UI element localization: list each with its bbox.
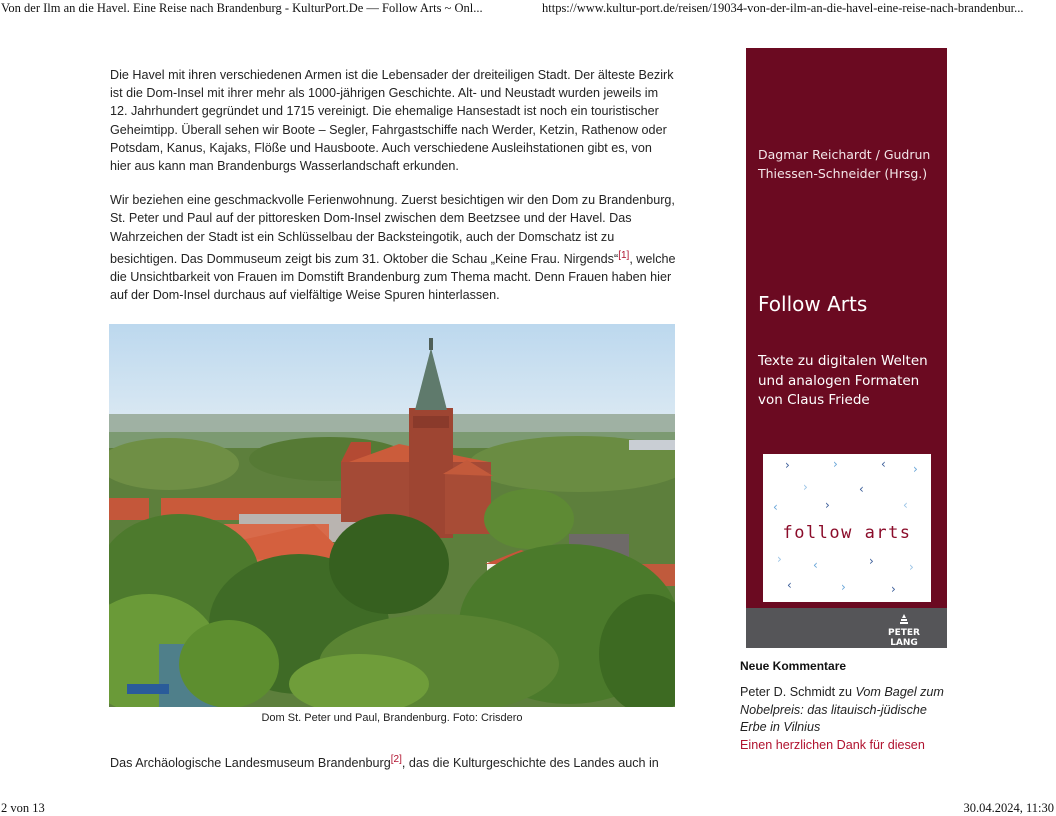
paragraph-text: Wir beziehen eine geschmackvolle Ferienwohnung. Zuerst besichtigen wir den Dom zu Brandenburg, St. Peter und Paul auf der pittoresken Dom-Insel zwischen dem Beetzsee und der Havel. Das Wahrzeichen der Stadt ist ein Schlüsselbau der Backsteingotik, auch der Domschatz ist zu besichtigen. Das Dommuseum zeigt bis zum 31. Oktober die Schau „Keine Frau. Nirgends“: [110, 193, 675, 267]
print-header: [0, 0, 1056, 16]
article-body: [110, 66, 676, 321]
paragraph-text: Das Archäologische Landesmuseum Brandenburg: [110, 756, 391, 771]
comments-heading: Neue Kommentare: [740, 659, 847, 673]
cover-title: follow arts: [782, 523, 912, 543]
comment-article-link[interactable]: Vom Bagel zum Nobelpreis: das litauisch-jüdische Erbe in Vilnius: [740, 685, 944, 735]
article-paragraph: [110, 191, 676, 304]
print-datetime: 30.04.2024, 11:30: [963, 801, 1054, 815]
recent-comments: [740, 659, 950, 754]
footnote-link[interactable]: [1]: [618, 249, 630, 261]
print-header-url: https://www.kultur-port.de/reisen/19034-von-der-ilm-an-die-havel-eine-reise-nach-brandenbur...: [542, 1, 1024, 15]
image-caption: Dom St. Peter und Paul, Brandenburg. Foto: Crisdero: [261, 712, 523, 724]
footnote-link[interactable]: [2]: [390, 754, 402, 765]
paragraph-text: , welche die Unsichtbarkeit von Frauen im Domstift Brandenburg zum Thema macht. Denn Frauen haben hier auf der Dom-Insel durchaus auf vielfältige Weise Spuren hinterlassen.: [110, 252, 676, 303]
article-paragraph: [110, 750, 676, 772]
comment-excerpt-link[interactable]: Einen herzlichen Dank für diesen: [740, 737, 925, 752]
print-header-title: Von der Ilm an die Havel. Eine Reise nach Brandenburg - KulturPort.De — Follow Arts ~ Onl...: [1, 1, 483, 15]
book-cover: › › ‹ › › ‹ ‹ › ‹ follow arts › ‹ › › ‹ › ›: [763, 454, 931, 602]
cathedral-photo: [109, 324, 675, 707]
article-paragraph: Die Havel mit ihren verschiedenen Armen ist die Lebensader der dreiteiligen Stadt. Der älteste Bezirk ist die Dom-Insel mit ihrer mehr als 1000-jährigen Geschichte. Alt- und Neustadt wurden jeweils im 12. Jahrhundert gegründet und 1715 vereinigt. Die ehemalige Hansestadt ist noch ein touristischer Geheimtipp. Überall sehen wir Boote – Segler, Fahrgastschiffe nach Werder, Ketzin, Rathenow oder Potsdam, Kanus, Kajaks, Flöße und Hausboote. Auch verschiedene Ausleihstationen gibt es, von hier aus kann man Brandenburgs Wasserlandschaft erkunden.: [110, 68, 674, 174]
print-footer: [0, 801, 1056, 816]
paragraph-text: , das die Kulturgeschichte des Landes auch in: [401, 756, 659, 771]
comment-author: Peter D. Schmidt zu: [740, 685, 856, 699]
publisher-name: PETER LANG: [888, 628, 920, 648]
book-advertisement[interactable]: [746, 48, 947, 648]
book-editors: Dagmar Reichardt / Gudrun Thiessen-Schneider (Hrsg.): [758, 147, 931, 181]
publisher-logo-icon: [898, 614, 910, 626]
book-subtitle: Texte zu digitalen Welten und analogen Formaten von Claus Friede: [758, 353, 928, 408]
book-title: Follow Arts: [758, 292, 868, 316]
comment-entry: [740, 684, 950, 737]
page-number: 2 von 13: [1, 801, 45, 815]
